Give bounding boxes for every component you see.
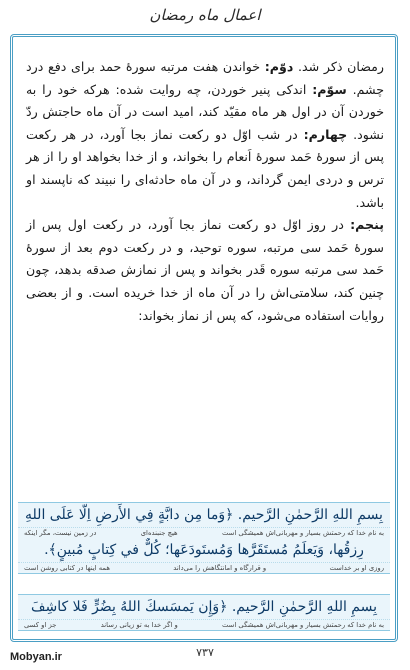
gloss-item: همه اینها در کتابی روشن است [24,564,110,572]
verse-gloss-2 [18,562,390,573]
gloss-item: جز او کسی [24,621,57,629]
gloss-item: به نام خدا که رحمتش بسیار و مهربانی‌اش همیشگی است [222,621,384,629]
gloss-item: و اگر خدا به تو زیانی رساند [100,621,178,629]
gloss-item: روزی او بر خداست [329,564,384,572]
gloss-item: در زمین نیست، مگر اینکه [24,529,97,537]
text-fourth: در شب اوّل دو رکعت نماز بجا آورد، در هر رکعت پس از سورهٔ حَمد سورهٔ اَنعام را بخواند، و از خدا بخواهد او را از هر ترس و دردی ایمن گرداند، و در آن ماه حادثه‌ای را نبیند که ناپسند او باشد. [26,126,384,210]
label-third: سوّم: [312,81,347,97]
paragraph-1 [26,56,384,214]
verse-line-3: بِسمِ اللهِ الرَّحمٰنِ الرَّحیم. ﴿وَإِن يَمسَسكَ اللهُ بِضُرٍّ فَلا كاشِفَ [30,599,378,615]
verse-line-1: بِسمِ اللهِ الرَّحمٰنِ الرَّحیم. ﴿وَما مِن دابَّةٍ فِي الأَرضِ اِلّا عَلَى اللهِ [25,507,383,523]
prose-body [26,56,384,327]
gloss-item: به نام خدا که رحمتش بسیار و مهربانی‌اش همیشگی است [222,529,384,537]
gloss-item: هیچ جنبنده‌ای [140,529,178,537]
label-second: دوّم: [264,59,294,74]
verse-block-1 [18,502,390,574]
site-watermark: Mobyan.ir [10,651,62,663]
text-second: خواندن هفت مرتبه سورهٔ حمد برای دفع درد چشم. [26,59,384,97]
verse-line-2: رِزقُها، وَيَعلَمُ مُستَقَرَّها وَمُستَودَعَها؛ كُلٌّ في كِتابٍ مُبينٍ﴾. [44,542,364,558]
page-number: ۷۳۷ [196,646,214,659]
text-intro: رمضان ذکر شد. [293,59,384,74]
text-fifth: در روز اوّل دو رکعت نماز بجا آورد، در رکعت اول پس از سورهٔ حَمد سی مرتبه، سوره توحید، و در رکعت دوم بعد از سورهٔ حَمد سی مرتبه سوره قَدر بخواند و پس از نمازش صدقه بدهد، چون چنین کند، سلامتی‌اش را در آن ماه از خدا خریده است. و از بعضی روایات استفاده می‌شود، که پس از نماز بخواند: [26,217,384,323]
page-header-title: اعمال ماه رمضان [149,6,261,24]
verse-gloss-3 [18,619,390,630]
text-third: اندکی پنیر خوردن، چه روایت شده: هرکه خود را به خوردن آن در اول هر ماه مقیّد کند، امید است در آن ماه حاجتش ردّ نشود. [26,81,384,142]
gloss-item: و قرارگاه و امانتگاهش را می‌داند [173,564,267,572]
label-fifth: پنجم: [350,217,384,233]
verse-block-2 [18,594,390,631]
label-fourth: چهارم: [303,126,348,142]
verse-gloss-1 [18,527,390,538]
paragraph-2 [26,214,384,327]
